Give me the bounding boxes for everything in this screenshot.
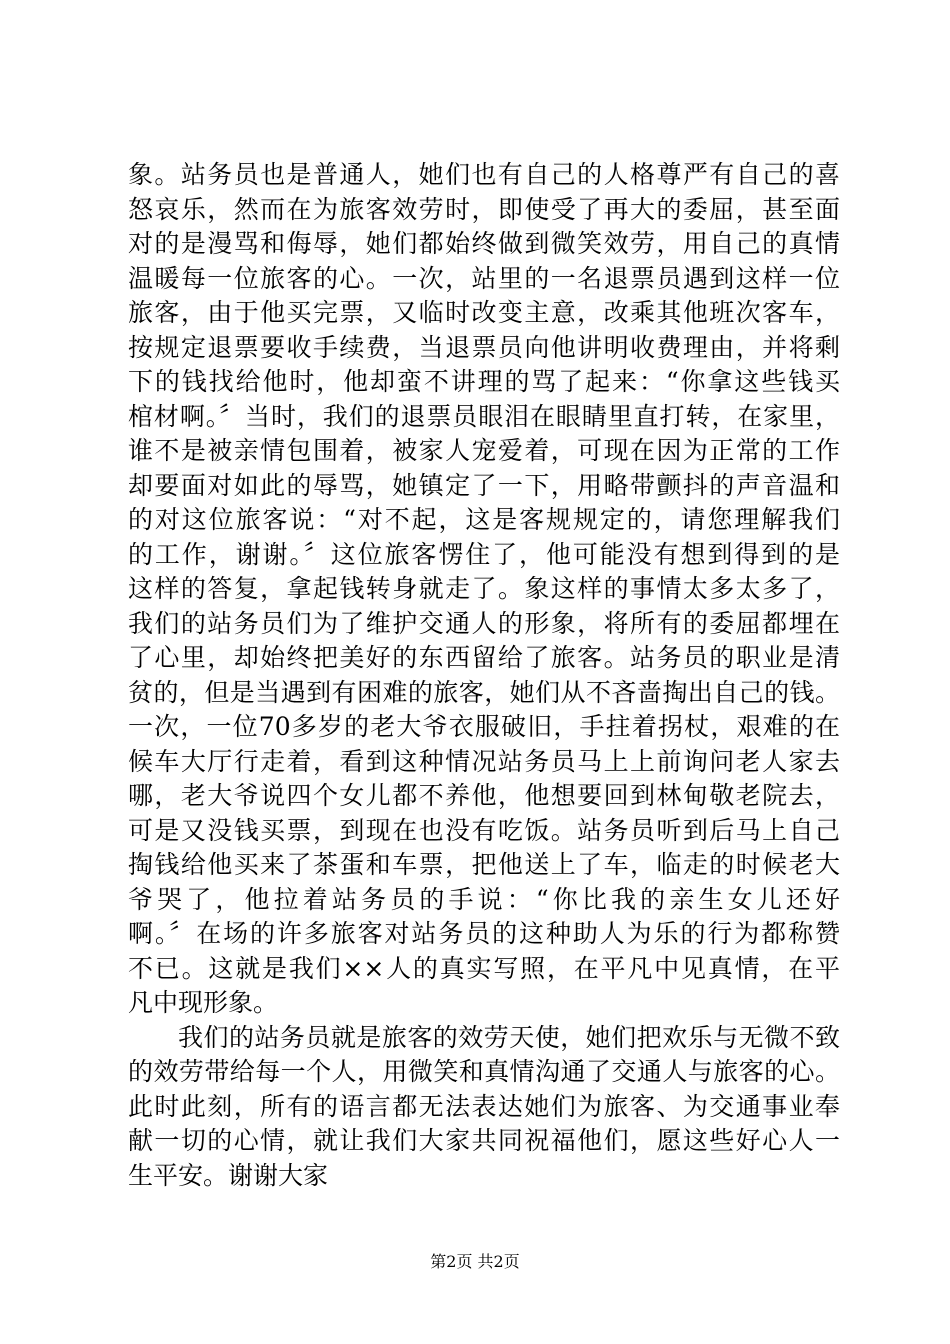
text-line: 温暖每一位旅客的心。一次，站里的一名退票员遇到这样一位: [128, 263, 840, 293]
text-line: 棺材啊。〞当时，我们的退票员眼泪在眼睛里直打转，在家里，: [128, 401, 840, 431]
text-line: 此时此刻，所有的语言都无法表达她们为旅客、为交通事业奉: [128, 1091, 840, 1121]
text-line-paragraph-end: 生平安。谢谢大家: [128, 1160, 329, 1190]
text-line: 爷哭了，他拉着站务员的手说：“你比我的亲生女儿还好: [128, 884, 840, 914]
body-text: [128, 158, 840, 1193]
text-line: 啊。〞在场的许多旅客对站务员的这种助人为乐的行为都称赞: [128, 919, 840, 948]
text-line: 象。站务员也是普通人，她们也有自己的人格尊严有自己的喜: [128, 160, 840, 189]
text-line-paragraph-start: 我们的站务员就是旅客的效劳天使，她们把欢乐与无微不致: [178, 1022, 840, 1052]
text-line: 怒哀乐，然而在为旅客效劳时，即使受了再大的委屈，甚至面: [128, 194, 840, 224]
text-line: 这样的答复，拿起钱转身就走了。象这样的事情太多太多了，: [128, 574, 840, 603]
text-line: 不已。这就是我们××人的真实写照，在平凡中见真情，在平: [128, 953, 840, 983]
text-line: 贫的，但是当遇到有困难的旅客，她们从不吝啬掏出自己的钱。: [128, 677, 840, 707]
text-line: 的工作，谢谢。〞这位旅客愣住了，他可能没有想到得到的是: [128, 539, 840, 569]
text-line: 谁不是被亲情包围着，被家人宠爱着，可现在因为正常的工作: [128, 436, 840, 465]
text-line: 掏钱给他买来了茶蛋和车票，把他送上了车，临走的时候老大: [128, 850, 840, 879]
text-line: 哪，老大爷说四个女儿都不养他，他想要回到林甸敬老院去，: [128, 781, 840, 810]
text-line: 候车大厅行走着，看到这种情况站务员马上上前询问老人家去: [128, 746, 840, 776]
text-line: 一次，一位70多岁的老大爷衣服破旧，手拄着拐杖，艰难的在: [128, 712, 840, 741]
text-line: 却要面对如此的辱骂，她镇定了一下，用略带颤抖的声音温和: [128, 470, 840, 500]
text-line: 献一切的心情，就让我们大家共同祝福他们，愿这些好心人一: [128, 1126, 840, 1155]
text-line: 的对这位旅客说：“对不起，这是客规规定的，请您理解我们: [128, 505, 840, 534]
text-line: 可是又没钱买票，到现在也没有吃饭。站务员听到后马上自己: [128, 815, 840, 845]
text-line: 我们的站务员们为了维护交通人的形象，将所有的委屈都埋在: [128, 608, 840, 638]
text-line: 了心里，却始终把美好的东西留给了旅客。站务员的职业是清: [128, 643, 840, 672]
text-line-paragraph-end: 凡中现形象。: [128, 988, 279, 1017]
page-footer: 第2页 共2页: [430, 1252, 520, 1271]
text-line: 旅客，由于他买完票，又临时改变主意，改乘其他班次客车，: [128, 298, 840, 327]
text-line: 下的钱找给他时，他却蛮不讲理的骂了起来：“你拿这些钱买: [128, 367, 840, 396]
text-line: 按规定退票要收手续费，当退票员向他讲明收费理由，并将剩: [128, 332, 840, 362]
text-line: 的效劳带给每一个人，用微笑和真情沟通了交通人与旅客的心。: [128, 1057, 840, 1086]
text-line: 对的是漫骂和侮辱，她们都始终做到微笑效劳，用自己的真情: [128, 229, 840, 258]
